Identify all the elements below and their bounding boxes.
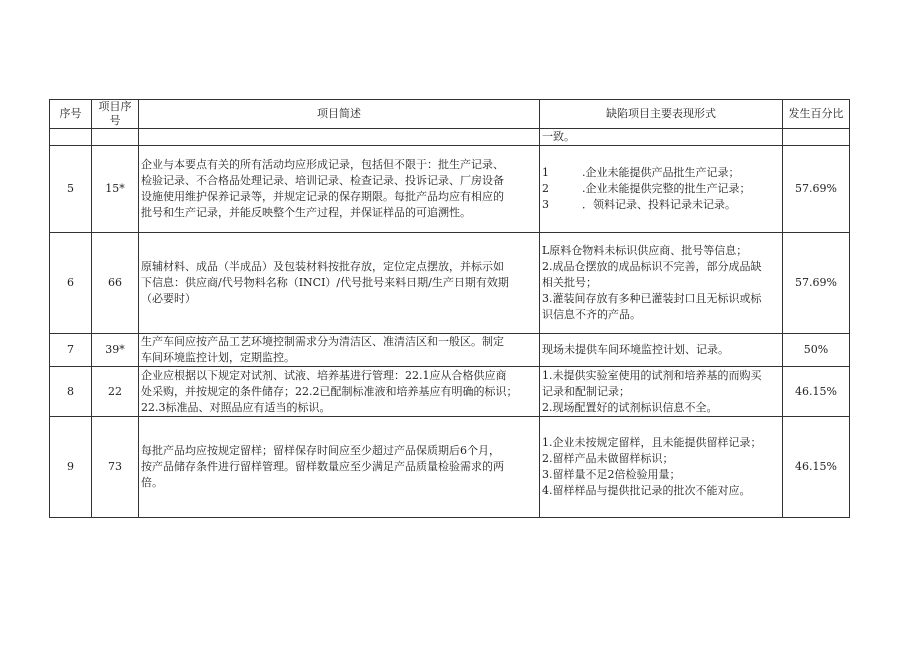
table-row [50, 233, 850, 334]
cell-description [139, 367, 540, 417]
table-row [50, 417, 850, 518]
cell-item-no: 39* [92, 334, 139, 367]
defect-line: 3 ．领料记录、投料记录未记录。 [542, 198, 736, 211]
description-line: 处采购，并按规定的条件储存；22.2已配制标准液和培养基应有明确的标识； [141, 384, 518, 398]
defect-line: 相关批号； [542, 276, 597, 289]
description-line: 原辅材料、成品（半成品）及包装材料按批存放，定位定点摆放，并标示如 [141, 260, 504, 273]
cell-seq: 5 [50, 146, 92, 233]
table-row-continuation [50, 129, 850, 146]
table-row [50, 367, 850, 417]
cell-seq: 9 [50, 417, 92, 518]
cell-percent: 50% [783, 334, 850, 367]
defect-line: 记录和配制记录； [542, 384, 630, 398]
cell-defects [540, 417, 783, 518]
defect-line: 3.留样量不足2倍检验用量； [542, 468, 681, 481]
table-row [50, 146, 850, 233]
cell-defects [540, 233, 783, 334]
defect-line: 2.成品仓摆放的成品标识不完善，部分成品缺 [542, 260, 762, 273]
cell-percent: 57.69% [783, 146, 850, 233]
defect-line: 1 .企业未能提供产品批生产记录； [542, 166, 740, 179]
description-line: 企业与本要点有关的所有活动均应形成记录，包括但不限于：批生产记录、 [141, 158, 504, 171]
header-description: 项目简述 [139, 100, 540, 129]
defect-line: 1.未提供实验室使用的试剂和培养基的而购买 [542, 368, 762, 382]
description-line: 每批产品均应按规定留样；留样保存时间应至少超过产品保质期后6个月， [141, 444, 500, 457]
cell-item-no: 73 [92, 417, 139, 518]
cell-defects [540, 146, 783, 233]
defect-line: 1.企业未按规定留样，且未能提供留样记录； [542, 436, 762, 449]
cell-description [139, 146, 540, 233]
header-defects: 缺陷项目主要表现形式 [540, 100, 783, 129]
defect-line: 2.现场配置好的试剂标识信息不全。 [542, 400, 718, 414]
cell-item-no: 22 [92, 367, 139, 417]
cell-seq: 6 [50, 233, 92, 334]
cell-percent [783, 129, 850, 146]
cell-description [139, 233, 540, 334]
cell-item-no: 15* [92, 146, 139, 233]
description-line: 22.3标准品、对照品应有适当的标识。 [141, 400, 331, 414]
description-line: 设施使用维护保养记录等，并规定记录的保存期限。每批产品均应有相应的 [141, 190, 504, 203]
header-seq: 序号 [50, 100, 92, 129]
cell-seq: 7 [50, 334, 92, 367]
description-line: 批号和生产记录，并能反映整个生产过程，并保证样品的可追溯性。 [141, 206, 471, 219]
table-header-row [50, 100, 850, 129]
header-item-no: 项目序号 [92, 100, 139, 129]
defects-table [49, 99, 850, 518]
cell-description [139, 334, 540, 367]
cell-item-no: 66 [92, 233, 139, 334]
defect-line: 4.留样样品与提供批记录的批次不能对应。 [542, 484, 751, 497]
cell-seq [50, 129, 92, 146]
table-row [50, 334, 850, 367]
description-line: 检验记录、不合格品处理记录、培训记录、检查记录、投诉记录、厂房设备 [141, 174, 504, 187]
description-line: 下信息：供应商/代号物料名称（INCI）/代号批号来料日期/生产日期有效期 [141, 276, 509, 289]
cell-defects [540, 367, 783, 417]
defect-line: 3.灌装间存放有多种已灌装封口且无标识或标 [542, 292, 762, 305]
cell-percent: 57.69% [783, 233, 850, 334]
description-line: （必要时） [141, 292, 196, 305]
defect-line: 2 .企业未能提供完整的批生产记录； [542, 182, 751, 195]
cell-percent: 46.15% [783, 367, 850, 417]
description-line: 生产车间应按产品工艺环境控制需求分为清洁区、准清洁区和一般区。制定 [141, 335, 504, 348]
description-line: 按产品储存条件进行留样管理。留样数量应至少满足产品质量检验需求的两 [141, 460, 504, 473]
header-percent: 发生百分比 [783, 100, 850, 129]
description-line: 倍。 [141, 476, 163, 489]
defect-line: 现场未提供车间环境监控计划、记录。 [542, 343, 729, 356]
cell-percent: 46.15% [783, 417, 850, 518]
cell-description [139, 417, 540, 518]
cell-defects [540, 334, 783, 367]
description-line: 车间环境监控计划，定期监控。 [141, 351, 295, 364]
defect-line: 2.留样产品未做留样标识； [542, 452, 674, 465]
cell-defects: 一致。 [540, 129, 783, 146]
defect-line: 识信息不齐的产品。 [542, 308, 641, 321]
cell-item-no [92, 129, 139, 146]
cell-description [139, 129, 540, 146]
cell-seq: 8 [50, 367, 92, 417]
description-line: 企业应根据以下规定对试剂、试液、培养基进行管理：22.1应从合格供应商 [141, 368, 507, 382]
defect-line: L原料仓物料未标识供应商、批号等信息； [542, 244, 748, 257]
